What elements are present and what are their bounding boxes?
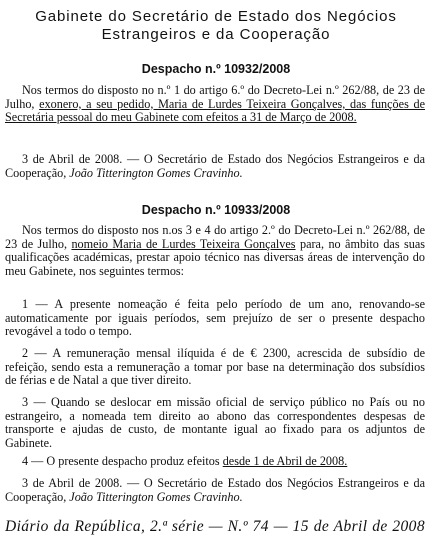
office-header — [0, 8, 432, 44]
despacho-1-signature — [5, 153, 425, 180]
despacho-2-signature — [5, 477, 425, 504]
despacho-2-signature-text: 3 de Abril de 2008. — O Secretário de Estado dos Negócios Estrangeiros e da Cooperação, — [5, 476, 425, 504]
despacho-2-item-3: 3 — Quando se deslocar em missão oficial de serviço público no País ou no estrangeiro, a nomeada tem direito ao abono das correspondentes despesas de transporte e ajudas de custo, de montante igual ao fixado para os adjuntos de Gabinete. — [5, 395, 425, 451]
despacho-1-signature-text: 3 de Abril de 2008. — O Secretário de Estado dos Negócios Estrangeiros e da Cooperação, — [5, 152, 425, 180]
despacho-2-item-4-text: 4 — O presente despacho produz efeitos — [22, 454, 223, 468]
despacho-1-title: Despacho n.º 10932/2008 — [141, 62, 291, 76]
office-header-line-1: Gabinete do Secretário de Estado dos Negócios — [35, 8, 397, 25]
despacho-1-body-underlined: exonero, a seu pedido, Maria de Lurdes Teixeira Gonçalves, das funções de Secretária pessoal do meu Gabinete com efeitos a 31 de Março de 2008. — [5, 96, 425, 125]
office-header-line-2: Estrangeiros e da Cooperação — [101, 26, 331, 43]
despacho-2-item-4-underlined: desde 1 de Abril de 2008. — [222, 454, 348, 468]
despacho-1-signatory: João Titterington Gomes Cravinho. — [69, 165, 243, 180]
despacho-2-body-text: Nos termos do disposto nos n.os 3 e 4 do artigo 2.º do Decreto-Lei n.º 262/88, de 23 de Julho, — [5, 223, 425, 251]
despacho-2-body-continued: para, no âmbito das suas qualificações académicas, prestar apoio técnico nas diversas áreas de intervenção do meu Gabinete, nos seguintes termos: — [5, 236, 425, 279]
despacho-2-item-1: 1 — A presente nomeação é feita pelo período de um ano, renovando-se automaticamente por iguais períodos, sem prejuízo de ser o presente despacho revogável a todo o tempo. — [5, 297, 425, 339]
despacho-2-item-2: 2 — A remuneração mensal ilíquida é de € 2300, acrescida de subsídio de refeição, sendo esta a remuneração a tomar por base na determinação dos subsídios de férias e de Natal a que tiver direito. — [5, 346, 425, 388]
publication-footer: Diário da República, 2.ª série — N.º 74 — 15 de Abril de 2008 — [5, 518, 425, 535]
despacho-2-title: Despacho n.º 10933/2008 — [141, 203, 291, 217]
despacho-2-body-underlined: nomeio Maria de Lurdes Teixeira Gonçalves — [71, 236, 296, 251]
despacho-1-body — [5, 84, 425, 125]
despacho-2-signatory: João Titterington Gomes Cravinho. — [69, 489, 243, 504]
despacho-2-body — [5, 224, 425, 279]
despacho-2-item-4 — [5, 455, 425, 469]
despacho-1-body-text: Nos termos do disposto no n.º 1 do artigo 6.º do Decreto-Lei n.º 262/88, de 23 de Julho, — [5, 83, 425, 111]
